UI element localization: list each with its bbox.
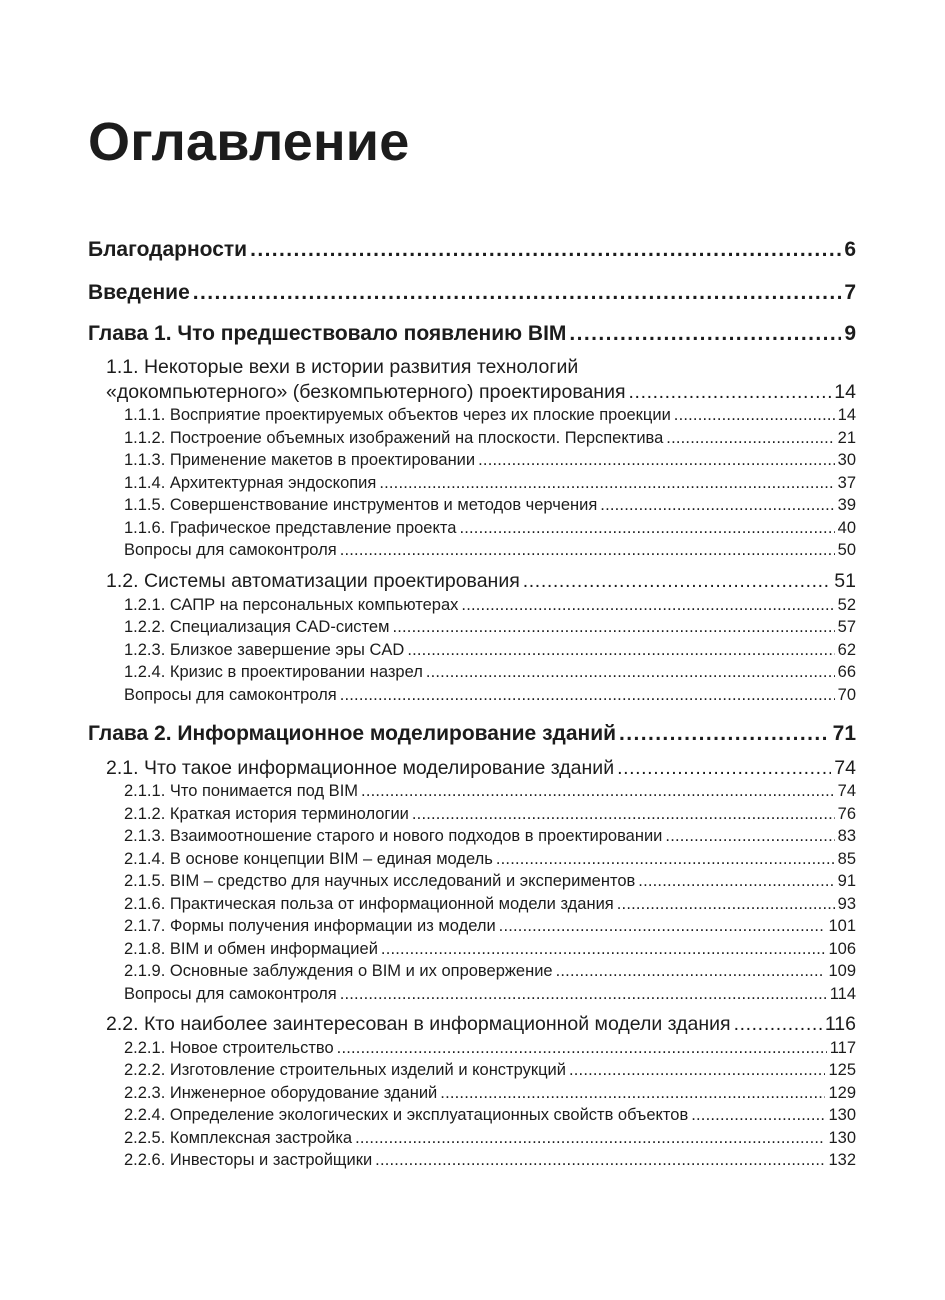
toc-entry[interactable] <box>88 238 856 262</box>
toc-entry[interactable] <box>88 281 856 305</box>
toc-entry-page: 30 <box>837 451 856 469</box>
dot-leader <box>412 805 835 824</box>
toc-entry[interactable] <box>124 1061 856 1080</box>
toc-entry-title: 1.1.3. Применение макетов в проектировании <box>124 451 476 469</box>
toc-entry[interactable] <box>124 451 856 470</box>
toc-entry-title: Вопросы для самоконтроля <box>124 985 337 1003</box>
toc-entry[interactable] <box>124 895 856 914</box>
toc-entry-page: 101 <box>828 917 856 935</box>
dot-leader <box>674 406 835 425</box>
toc-entry[interactable] <box>124 519 856 538</box>
toc-entry-page: 74 <box>834 757 856 779</box>
toc-entry-page: 109 <box>828 962 856 980</box>
toc-entry-title: 2.2.1. Новое строительство <box>124 1039 334 1057</box>
dot-leader <box>337 1039 827 1058</box>
dot-leader <box>556 962 826 981</box>
dot-leader <box>379 474 834 493</box>
dot-leader <box>461 596 834 615</box>
page-title: Оглавление <box>88 112 410 172</box>
toc-entry-page: 117 <box>829 1039 856 1057</box>
dot-leader <box>638 872 834 891</box>
dot-leader <box>569 1061 826 1080</box>
dot-leader <box>375 1151 825 1170</box>
toc-entry[interactable] <box>124 641 856 660</box>
toc-entry-page: 85 <box>837 850 856 868</box>
toc-entry[interactable] <box>124 1151 856 1170</box>
toc-entry-title: 2.1.5. BIM – средство для научных исследований и экспериментов <box>124 872 636 890</box>
toc-entry[interactable] <box>124 1106 856 1125</box>
toc-entry-page: 132 <box>828 1151 856 1169</box>
toc-entry-title: Благодарности <box>88 238 248 261</box>
toc-entry[interactable] <box>124 406 856 425</box>
dot-leader <box>619 722 830 746</box>
toc-entry[interactable] <box>124 618 856 637</box>
toc-entry[interactable] <box>88 322 856 346</box>
toc-entry-page: 71 <box>832 722 856 745</box>
toc-entry-title: Вопросы для самоконтроля <box>124 541 337 559</box>
toc-entry[interactable] <box>106 570 856 593</box>
toc-entry[interactable] <box>88 722 856 746</box>
toc-entry-title: 1.1.2. Построение объемных изображений на плоскости. Перспектива <box>124 429 664 447</box>
toc-entry-title: Вопросы для самоконтроля <box>124 686 337 704</box>
toc-entry-title: 2.1.3. Взаимоотношение старого и нового подходов в проектировании <box>124 827 663 845</box>
toc-entry-page: 57 <box>837 618 856 636</box>
toc-entry-page: 6 <box>844 238 856 261</box>
toc-entry-title: 1.2.1. САПР на персональных компьютерах <box>124 596 459 614</box>
toc-entry[interactable] <box>124 474 856 493</box>
dot-leader <box>459 519 834 538</box>
dot-leader <box>340 985 827 1004</box>
dot-leader <box>250 238 841 262</box>
dot-leader <box>666 429 834 448</box>
toc-entry-title: 2.1.7. Формы получения информации из модели <box>124 917 496 935</box>
toc-entry-page: 14 <box>834 381 856 403</box>
toc-entry-title: Введение <box>88 281 190 304</box>
toc-entry-page: 52 <box>837 596 856 614</box>
toc-entry[interactable] <box>124 429 856 448</box>
toc-entry-page: 93 <box>837 895 856 913</box>
toc-entry[interactable] <box>106 381 856 404</box>
dot-leader <box>617 895 835 914</box>
toc-entry[interactable] <box>124 541 856 560</box>
dot-leader <box>569 322 841 346</box>
dot-leader <box>340 686 835 705</box>
toc-entry-page: 125 <box>828 1061 856 1079</box>
toc-entry-title: 2.2.2. Изготовление строительных изделий и конструкций <box>124 1061 566 1079</box>
toc-entry[interactable] <box>124 805 856 824</box>
toc-entry-title: 1.2. Системы автоматизации проектирования <box>106 570 520 592</box>
toc-entry[interactable] <box>124 872 856 891</box>
toc-entry-title: 2.2.6. Инвесторы и застройщики <box>124 1151 373 1169</box>
dot-leader <box>440 1084 825 1103</box>
toc-entry-page: 40 <box>837 519 856 537</box>
toc-entry-title: 2.2. Кто наиболее заинтересован в информационной модели здания <box>106 1013 731 1035</box>
toc-entry-title: 2.1.6. Практическая польза от информационной модели здания <box>124 895 614 913</box>
toc-entry[interactable] <box>124 1084 856 1103</box>
toc-entry-title: 2.1.9. Основные заблуждения о BIM и их опровержение <box>124 962 553 980</box>
toc-entry-page: 116 <box>824 1013 856 1035</box>
toc-entry-title: 1.1.1. Восприятие проектируемых объектов через их плоские проекции <box>124 406 671 424</box>
toc-entry[interactable] <box>106 757 856 780</box>
toc-entry-title: 2.1.4. В основе концепции BIM – единая модель <box>124 850 493 868</box>
toc-entry-page: 39 <box>837 496 856 514</box>
toc-entry[interactable] <box>124 1129 856 1148</box>
dot-leader <box>523 570 832 593</box>
toc-entry-title: 1.2.2. Специализация CAD-систем <box>124 618 390 636</box>
toc-entry-page: 51 <box>834 570 856 592</box>
toc-entry-title: 2.1.2. Краткая история терминологии <box>124 805 409 823</box>
toc-entry-title: 2.1.8. BIM и обмен информацией <box>124 940 378 958</box>
dot-leader <box>499 917 826 936</box>
toc-entry-page: 83 <box>837 827 856 845</box>
toc-entry-title: «докомпьютерного» (безкомпьютерного) проектирования <box>106 381 626 403</box>
toc-entry-page: 130 <box>828 1106 856 1124</box>
toc-entry-title: 1.1.5. Совершенствование инструментов и методов черчения <box>124 496 598 514</box>
toc-entry-page: 74 <box>837 782 856 800</box>
toc-entry[interactable] <box>124 850 856 869</box>
toc-entry-page: 62 <box>837 641 856 659</box>
toc-entry-page: 50 <box>837 541 856 559</box>
dot-leader <box>629 381 832 404</box>
toc-entry-title: 1.1.4. Архитектурная эндоскопия <box>124 474 377 492</box>
toc-entry-page: 106 <box>828 940 856 958</box>
toc-entry[interactable] <box>106 1013 856 1036</box>
toc-entry[interactable] <box>124 686 856 705</box>
toc-entry-page: 130 <box>828 1129 856 1147</box>
dot-leader <box>617 757 831 780</box>
toc-entry[interactable] <box>124 782 856 801</box>
toc-entry-title: Глава 2. Информационное моделирование зданий <box>88 722 617 745</box>
dot-leader <box>478 451 835 470</box>
toc-entry-page: 76 <box>837 805 856 823</box>
toc-entry[interactable] <box>124 1039 856 1058</box>
toc-entry[interactable] <box>124 596 856 615</box>
toc-entry-title: 1.2.3. Близкое завершение эры CAD <box>124 641 405 659</box>
dot-leader <box>340 541 835 560</box>
toc-entry-page: 129 <box>828 1084 856 1102</box>
dot-leader <box>496 850 835 869</box>
dot-leader <box>193 281 842 305</box>
dot-leader <box>600 496 834 515</box>
toc-entry[interactable] <box>124 827 856 846</box>
toc-entry[interactable] <box>124 985 856 1004</box>
dot-leader <box>407 641 834 660</box>
toc-entry-page: 14 <box>837 406 856 424</box>
toc-entry-page: 21 <box>837 429 856 447</box>
toc-entry[interactable] <box>124 496 856 515</box>
toc-entry[interactable] <box>124 962 856 981</box>
toc-entry-title: 1.1.6. Графическое представление проекта <box>124 519 457 537</box>
toc-entry-title: 2.2.3. Инженерное оборудование зданий <box>124 1084 438 1102</box>
dot-leader <box>355 1129 825 1148</box>
toc-entry[interactable] <box>124 917 856 936</box>
toc-entry-page: 9 <box>844 322 856 345</box>
toc-entry-title: 2.1. Что такое информационное моделирование зданий <box>106 757 615 779</box>
dot-leader <box>361 782 835 801</box>
toc-entry-page: 66 <box>837 663 856 681</box>
dot-leader <box>426 663 835 682</box>
dot-leader <box>392 618 834 637</box>
toc-entry[interactable] <box>124 663 856 682</box>
toc-entry-page: 114 <box>829 985 856 1003</box>
toc-entry-title-line1[interactable]: 1.1. Некоторые вехи в истории развития технологий <box>106 356 579 378</box>
toc-entry-title: 2.2.5. Комплексная застройка <box>124 1129 353 1147</box>
toc-entry-title: 2.1.1. Что понимается под BIM <box>124 782 359 800</box>
dot-leader <box>665 827 834 846</box>
toc-entry[interactable] <box>124 940 856 959</box>
toc-entry-page: 37 <box>837 474 856 492</box>
dot-leader <box>691 1106 825 1125</box>
dot-leader <box>734 1013 822 1036</box>
toc-entry-title: 1.2.4. Кризис в проектировании назрел <box>124 663 423 681</box>
toc-entry-page: 91 <box>837 872 856 890</box>
toc-entry-title: Глава 1. Что предшествовало появлению BIM <box>88 322 567 345</box>
toc-entry-page: 7 <box>844 281 856 304</box>
dot-leader <box>381 940 826 959</box>
toc-entry-title: 2.2.4. Определение экологических и эксплуатационных свойств объектов <box>124 1106 689 1124</box>
toc-entry-page: 70 <box>837 686 856 704</box>
